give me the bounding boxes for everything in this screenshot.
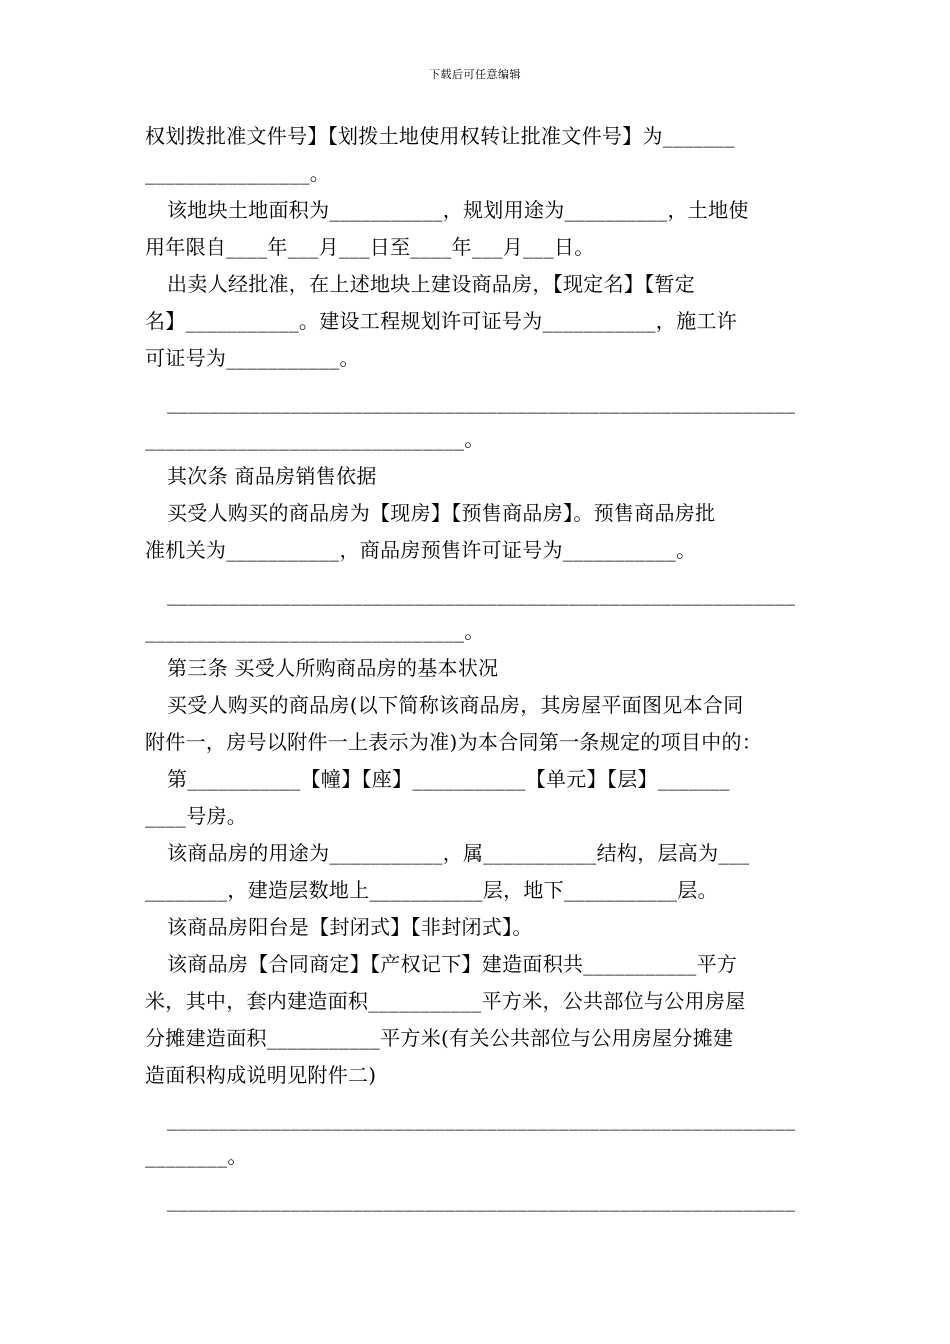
text-line: ________，建造层数地上___________层，地下___________层。	[145, 878, 718, 902]
text-line: 该商品房的用途为___________，属___________结构，层高为___	[167, 841, 750, 865]
text-line: 准机关为___________，商品房预售许可证号为___________。	[145, 538, 697, 562]
text-line: 买受人购买的商品房为【现房】【预售商品房】。预售商品房批	[167, 501, 716, 525]
text-line: 造面积构成说明见附件二)	[145, 1063, 377, 1087]
text-line: 权划拨批准文件号】【划拨土地使用权转让批准文件号】为_______	[145, 124, 735, 148]
text-line: 该商品房阳台是【封闭式】【非封闭式】。	[167, 915, 533, 939]
text-line: 米，其中，套内建造面积___________平方米，公共部位与公用房屋	[145, 989, 746, 1013]
section-heading: 第三条 买受人所购商品房的基本状况	[167, 656, 499, 680]
text-line: 名】___________。建设工程规划许可证号为___________，施工许	[145, 309, 737, 333]
text-line: 用年限自____年___月___日至____年___月___日。	[145, 235, 595, 259]
text-line: 附件一，房号以附件一上表示为准)为本合同第一条规定的项目中的：	[145, 730, 763, 754]
text-line: 该商品房【合同商定】【产权记下】建造面积共___________平方	[167, 952, 738, 976]
text-line: ________________。	[145, 161, 331, 185]
text-line: 可证号为___________。	[145, 346, 360, 370]
text-line: 该地块土地面积为___________，规划用途为__________，土地使	[167, 198, 749, 222]
text-line: 第___________【幢】【座】___________【单元】【层】_______	[167, 767, 730, 791]
text-line: _____________________________________________________________	[167, 390, 796, 414]
text-line: ____号房。	[145, 804, 248, 828]
text-line: 出卖人经批准，在上述地块上建设商品房，【现定名】【暂定	[167, 272, 696, 296]
text-line: _______________________________。	[145, 619, 485, 643]
text-line: _______________________________。	[145, 427, 485, 451]
section-heading: 其次条 商品房销售依据	[167, 464, 377, 488]
text-line: _____________________________________________________________	[167, 1107, 796, 1131]
contract-body	[145, 118, 807, 1219]
text-line: _____________________________________________________________	[167, 582, 796, 606]
text-line: ________。	[145, 1144, 248, 1168]
text-line: _____________________________________________________________	[167, 1188, 796, 1212]
text-line: 分摊建造面积___________平方米(有关公共部位与公用房屋分摊建	[145, 1026, 734, 1050]
text-line: 买受人购买的商品房(以下简称该商品房，其房屋平面图见本合同	[167, 693, 744, 717]
page-header-note: 下载后可任意编辑	[429, 68, 521, 81]
